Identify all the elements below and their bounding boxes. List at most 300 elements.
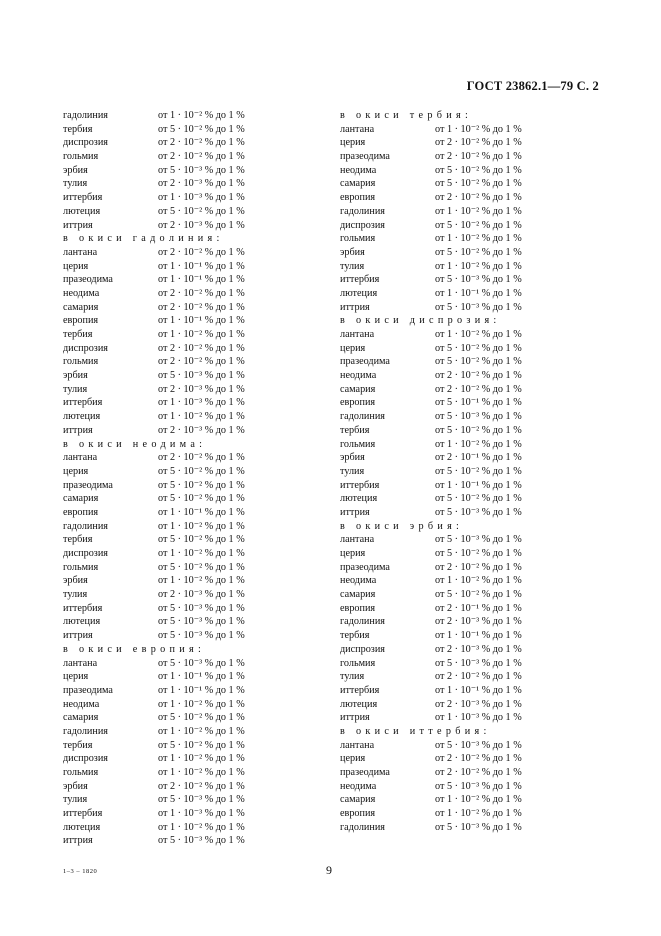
concentration-range: от 2 · 10⁻³ % до 1 % <box>435 616 522 628</box>
section-heading-text: в окиси неодима: <box>63 438 207 450</box>
element-name: лантана <box>340 329 375 340</box>
section-heading <box>63 438 293 452</box>
concentration-range: от 1 · 10⁻² % до 1 % <box>158 725 245 737</box>
element-row <box>340 205 570 219</box>
concentration-range: от 5 · 10⁻³ % до 1 % <box>435 411 522 423</box>
element-row <box>340 684 570 698</box>
element-row <box>63 328 293 342</box>
concentration-range: от 5 · 10⁻³ % до 1 % <box>158 602 245 614</box>
element-name: европия <box>340 192 376 204</box>
element-name: тербия <box>340 424 370 436</box>
section-heading <box>63 643 293 657</box>
element-name: лантана <box>340 123 375 135</box>
section-heading <box>340 109 570 123</box>
concentration-range: от 1 · 10⁻¹ % до 1 % <box>435 630 522 642</box>
element-row <box>63 177 293 191</box>
concentration-range: от 2 · 10⁻³ % до 1 % <box>158 178 245 190</box>
element-row <box>63 465 293 479</box>
section-heading-text: в окиси европия: <box>63 643 206 655</box>
section-heading <box>340 314 570 328</box>
concentration-range: от 2 · 10⁻¹ % до 1 % <box>435 602 522 614</box>
element-row <box>340 232 570 246</box>
element-name: лютеция <box>63 205 101 217</box>
element-row <box>63 109 293 123</box>
concentration-range: от 1 · 10⁻² % до 1 % <box>158 520 245 532</box>
concentration-range: от 2 · 10⁻² % до 1 % <box>158 356 245 368</box>
print-code: 1–3 – 1820 <box>63 868 98 875</box>
concentration-range: от 5 · 10⁻³ % до 1 % <box>435 534 522 546</box>
concentration-range: от 1 · 10⁻² % до 1 % <box>435 260 522 272</box>
element-name: церия <box>340 753 366 765</box>
element-row <box>340 301 570 315</box>
element-name: иттрия <box>63 219 93 231</box>
element-name: европия <box>63 315 99 327</box>
element-row <box>63 657 293 671</box>
concentration-range: от 5 · 10⁻² % до 1 % <box>158 479 245 491</box>
element-name: гадолиния <box>340 411 385 423</box>
element-name: иттрия <box>63 630 93 642</box>
element-name: лютеция <box>340 287 378 299</box>
element-name: празеодима <box>63 479 113 491</box>
concentration-range: от 1 · 10⁻³ % до 1 % <box>158 192 245 204</box>
section-heading <box>63 232 293 246</box>
element-row <box>63 219 293 233</box>
element-row <box>63 451 293 465</box>
element-name: тулия <box>340 671 365 683</box>
element-name: иттербия <box>63 397 103 409</box>
concentration-range: от 1 · 10⁻² % до 1 % <box>158 110 245 121</box>
element-row <box>340 342 570 356</box>
element-row <box>340 657 570 671</box>
element-row <box>340 355 570 369</box>
element-name: диспрозия <box>63 548 108 559</box>
concentration-range: от 1 · 10⁻¹ % до 1 % <box>158 671 245 683</box>
element-row <box>63 136 293 150</box>
concentration-range: от 1 · 10⁻² % до 1 % <box>435 205 522 217</box>
element-name: самария <box>63 712 99 724</box>
concentration-range: от 1 · 10⁻² % до 1 % <box>435 808 522 820</box>
concentration-range: от 2 · 10⁻² % до 1 % <box>158 452 245 464</box>
element-row <box>340 260 570 274</box>
section-heading <box>340 725 570 739</box>
element-name: эрбия <box>63 780 88 792</box>
element-row <box>340 177 570 191</box>
element-row <box>63 410 293 424</box>
element-row <box>340 793 570 807</box>
element-row <box>63 807 293 821</box>
concentration-range: от 2 · 10⁻³ % до 1 % <box>435 643 522 655</box>
element-row <box>63 588 293 602</box>
concentration-range: от 2 · 10⁻² % до 1 % <box>158 246 245 258</box>
element-row <box>63 314 293 328</box>
element-row <box>340 164 570 178</box>
concentration-range: от 5 · 10⁻² % до 1 % <box>435 465 522 477</box>
element-name: тербия <box>63 329 93 340</box>
document-header: ГОСТ 23862.1—79 С. 2 <box>466 79 599 93</box>
concentration-range: от 5 · 10⁻³ % до 1 % <box>158 835 245 847</box>
element-name: иттрия <box>340 301 370 313</box>
concentration-range: от 2 · 10⁻² % до 1 % <box>435 671 522 683</box>
element-name: неодима <box>63 698 100 710</box>
concentration-range: от 5 · 10⁻² % до 1 % <box>435 548 522 559</box>
element-name: лютеция <box>340 698 378 710</box>
element-name: эрбия <box>340 452 365 464</box>
element-name: гольмия <box>340 233 376 245</box>
concentration-range: от 2 · 10⁻² % до 1 % <box>158 137 245 149</box>
element-row <box>63 191 293 205</box>
element-name: самария <box>340 383 376 395</box>
concentration-range: от 2 · 10⁻¹ % до 1 % <box>435 452 522 464</box>
element-name: неодима <box>63 287 100 299</box>
element-name: диспрозия <box>340 219 385 231</box>
element-row <box>340 246 570 260</box>
element-name: неодима <box>340 370 377 382</box>
concentration-range: от 1 · 10⁻¹ % до 1 % <box>158 260 245 272</box>
concentration-range: от 2 · 10⁻³ % до 1 % <box>435 698 522 710</box>
concentration-range: от 1 · 10⁻¹ % до 1 % <box>158 506 245 518</box>
concentration-range: от 5 · 10⁻² % до 1 % <box>435 589 522 601</box>
concentration-range: от 5 · 10⁻² % до 1 % <box>435 164 522 176</box>
element-row <box>340 615 570 629</box>
concentration-range: от 2 · 10⁻³ % до 1 % <box>158 589 245 601</box>
concentration-range: от 1 · 10⁻² % до 1 % <box>435 123 522 135</box>
element-row <box>340 136 570 150</box>
concentration-range: от 5 · 10⁻² % до 1 % <box>435 178 522 190</box>
element-row <box>340 739 570 753</box>
element-name: лантана <box>63 246 98 258</box>
element-row <box>63 301 293 315</box>
concentration-range: от 1 · 10⁻¹ % до 1 % <box>435 287 522 299</box>
concentration-range: от 1 · 10⁻² % до 1 % <box>158 329 245 340</box>
element-name: иттрия <box>340 506 370 518</box>
concentration-range: от 2 · 10⁻² % до 1 % <box>435 383 522 395</box>
concentration-range: от 1 · 10⁻¹ % до 1 % <box>158 684 245 696</box>
element-row <box>63 342 293 356</box>
element-name: европия <box>340 397 376 409</box>
concentration-range: от 5 · 10⁻³ % до 1 % <box>435 274 522 286</box>
element-name: тулия <box>63 383 88 395</box>
element-name: диспрозия <box>63 342 108 354</box>
element-name: церия <box>340 342 366 354</box>
element-row <box>340 807 570 821</box>
concentration-range: от 1 · 10⁻¹ % до 1 % <box>435 684 522 696</box>
element-row <box>63 424 293 438</box>
element-name: тербия <box>340 630 370 642</box>
element-name: гольмия <box>63 767 99 778</box>
concentration-range: от 1 · 10⁻² % до 1 % <box>435 575 522 587</box>
element-row <box>340 465 570 479</box>
element-row <box>340 383 570 397</box>
element-name: иттербия <box>340 274 380 286</box>
element-row <box>340 533 570 547</box>
concentration-range: от 5 · 10⁻³ % до 1 % <box>158 370 245 382</box>
element-name: тербия <box>63 534 93 546</box>
element-row <box>340 643 570 657</box>
element-row <box>340 698 570 712</box>
element-name: церия <box>340 137 366 149</box>
element-row <box>340 711 570 725</box>
element-name: гольмия <box>340 657 376 669</box>
element-row <box>340 396 570 410</box>
element-name: самария <box>340 589 376 601</box>
element-row <box>63 547 293 561</box>
element-row <box>63 602 293 616</box>
element-row <box>63 615 293 629</box>
concentration-range: от 5 · 10⁻² % до 1 % <box>158 561 245 573</box>
element-row <box>340 191 570 205</box>
element-row <box>340 588 570 602</box>
concentration-range: от 5 · 10⁻³ % до 1 % <box>435 301 522 313</box>
concentration-range: от 5 · 10⁻³ % до 1 % <box>158 794 245 806</box>
element-row <box>340 670 570 684</box>
concentration-range: от 2 · 10⁻² % до 1 % <box>158 780 245 792</box>
element-name: тербия <box>63 739 93 751</box>
element-row <box>340 629 570 643</box>
concentration-range: от 1 · 10⁻³ % до 1 % <box>435 712 522 724</box>
element-row <box>340 780 570 794</box>
concentration-range: от 2 · 10⁻² % до 1 % <box>158 342 245 354</box>
element-name: празеодима <box>340 561 390 573</box>
element-name: неодима <box>340 575 377 587</box>
concentration-range: от 1 · 10⁻² % до 1 % <box>435 794 522 806</box>
element-name: иттербия <box>340 684 380 696</box>
element-row <box>63 752 293 766</box>
element-row <box>63 780 293 794</box>
element-row <box>340 328 570 342</box>
element-name: празеодима <box>63 684 113 696</box>
concentration-range: от 5 · 10⁻³ % до 1 % <box>158 616 245 628</box>
element-name: гольмия <box>63 151 99 163</box>
element-name: неодима <box>340 780 377 792</box>
concentration-range: от 5 · 10⁻² % до 1 % <box>158 465 245 477</box>
element-row <box>340 506 570 520</box>
concentration-range: от 5 · 10⁻² % до 1 % <box>158 205 245 217</box>
element-row <box>63 725 293 739</box>
element-name: диспрозия <box>63 137 108 149</box>
concentration-range: от 5 · 10⁻² % до 1 % <box>158 493 245 505</box>
element-name: тулия <box>63 794 88 806</box>
element-row <box>63 834 293 848</box>
element-name: празеодима <box>63 274 113 286</box>
concentration-range: от 5 · 10⁻³ % до 1 % <box>158 630 245 642</box>
concentration-range: от 1 · 10⁻¹ % до 1 % <box>158 274 245 286</box>
element-name: эрбия <box>63 575 88 587</box>
element-name: лантана <box>63 452 98 464</box>
concentration-range: от 1 · 10⁻² % до 1 % <box>435 438 522 450</box>
element-row <box>340 561 570 575</box>
concentration-range: от 1 · 10⁻² % до 1 % <box>158 575 245 587</box>
element-row <box>63 369 293 383</box>
element-row <box>63 739 293 753</box>
element-row <box>340 547 570 561</box>
concentration-range: от 2 · 10⁻² % до 1 % <box>435 561 522 573</box>
element-name: тулия <box>340 260 365 272</box>
element-name: иттрия <box>63 424 93 436</box>
element-row <box>63 561 293 575</box>
element-name: диспрозия <box>63 753 108 765</box>
section-heading-text: в окиси иттербия: <box>340 725 491 737</box>
element-row <box>63 164 293 178</box>
element-name: тулия <box>340 465 365 477</box>
element-name: европия <box>340 808 376 820</box>
concentration-range: от 1 · 10⁻² % до 1 % <box>435 329 522 340</box>
element-name: самария <box>63 493 99 505</box>
concentration-range: от 5 · 10⁻² % до 1 % <box>158 712 245 724</box>
element-row <box>340 424 570 438</box>
element-row <box>63 711 293 725</box>
element-row <box>63 698 293 712</box>
element-name: церия <box>340 548 366 559</box>
concentration-range: от 2 · 10⁻³ % до 1 % <box>158 383 245 395</box>
element-name: гадолиния <box>63 725 108 737</box>
concentration-range: от 2 · 10⁻² % до 1 % <box>435 151 522 163</box>
concentration-range: от 2 · 10⁻² % до 1 % <box>435 192 522 204</box>
element-name: гольмия <box>63 561 99 573</box>
element-name: лантана <box>340 739 375 751</box>
concentration-range: от 1 · 10⁻² % до 1 % <box>158 698 245 710</box>
element-row <box>340 273 570 287</box>
element-name: иттрия <box>63 835 93 847</box>
element-row <box>63 260 293 274</box>
element-name: церия <box>63 260 89 272</box>
concentration-range: от 1 · 10⁻¹ % до 1 % <box>435 479 522 491</box>
concentration-range: от 1 · 10⁻² % до 1 % <box>158 411 245 423</box>
element-row <box>340 123 570 137</box>
concentration-range: от 5 · 10⁻³ % до 1 % <box>435 821 522 833</box>
section-heading-text: в окиси эрбия: <box>340 520 464 532</box>
concentration-range: от 2 · 10⁻³ % до 1 % <box>158 219 245 231</box>
element-row <box>340 492 570 506</box>
concentration-range: от 1 · 10⁻² % до 1 % <box>158 767 245 778</box>
element-name: лютеция <box>63 411 101 423</box>
concentration-range: от 1 · 10⁻² % до 1 % <box>158 753 245 765</box>
element-name: церия <box>63 671 89 683</box>
element-name: празеодима <box>340 767 390 778</box>
element-row <box>340 602 570 616</box>
element-name: гольмия <box>340 438 376 450</box>
concentration-range: от 1 · 10⁻² % до 1 % <box>158 548 245 559</box>
element-row <box>340 821 570 835</box>
concentration-range: от 5 · 10⁻³ % до 1 % <box>435 506 522 518</box>
element-name: церия <box>63 465 89 477</box>
concentration-range: от 1 · 10⁻³ % до 1 % <box>158 808 245 820</box>
element-name: самария <box>340 794 376 806</box>
element-row <box>340 287 570 301</box>
element-row <box>340 438 570 452</box>
concentration-range: от 2 · 10⁻² % до 1 % <box>435 370 522 382</box>
element-name: тербия <box>63 123 93 135</box>
section-heading-text: в окиси диспрозия: <box>340 315 501 327</box>
concentration-range: от 2 · 10⁻² % до 1 % <box>158 287 245 299</box>
element-name: празеодима <box>340 356 390 368</box>
element-row <box>340 369 570 383</box>
element-name: иттербия <box>63 192 103 204</box>
element-row <box>340 150 570 164</box>
element-row <box>63 123 293 137</box>
element-name: гольмия <box>63 356 99 368</box>
element-name: иттрия <box>340 712 370 724</box>
concentration-range: от 5 · 10⁻² % до 1 % <box>435 219 522 231</box>
element-name: эрбия <box>63 370 88 382</box>
element-row <box>63 520 293 534</box>
element-name: самария <box>63 301 99 313</box>
element-name: иттербия <box>63 602 103 614</box>
element-row <box>340 219 570 233</box>
concentration-range: от 5 · 10⁻² % до 1 % <box>158 123 245 135</box>
element-row <box>340 410 570 424</box>
concentration-range: от 5 · 10⁻³ % до 1 % <box>158 164 245 176</box>
concentration-range: от 5 · 10⁻² % до 1 % <box>435 356 522 368</box>
concentration-range: от 5 · 10⁻² % до 1 % <box>435 342 522 354</box>
section-heading-text: в окиси тербия: <box>340 110 473 121</box>
element-name: лантана <box>63 657 98 669</box>
element-name: диспрозия <box>340 643 385 655</box>
element-name: гадолиния <box>340 205 385 217</box>
section-heading <box>340 520 570 534</box>
element-name: гадолиния <box>340 821 385 833</box>
element-name: неодима <box>340 164 377 176</box>
concentration-range: от 5 · 10⁻² % до 1 % <box>435 246 522 258</box>
concentration-range: от 5 · 10⁻² % до 1 % <box>158 739 245 751</box>
element-name: европия <box>63 506 99 518</box>
element-name: гадолиния <box>63 520 108 532</box>
element-row <box>63 287 293 301</box>
element-name: гадолиния <box>340 616 385 628</box>
left-column <box>63 109 293 848</box>
element-name: иттербия <box>63 808 103 820</box>
concentration-range: от 1 · 10⁻² % до 1 % <box>435 233 522 245</box>
element-row <box>63 383 293 397</box>
concentration-range: от 1 · 10⁻² % до 1 % <box>158 821 245 833</box>
concentration-range: от 2 · 10⁻³ % до 1 % <box>158 424 245 436</box>
concentration-range: от 2 · 10⁻² % до 1 % <box>435 753 522 765</box>
concentration-range: от 5 · 10⁻³ % до 1 % <box>435 739 522 751</box>
element-row <box>340 451 570 465</box>
element-row <box>63 574 293 588</box>
element-name: европия <box>340 602 376 614</box>
page-number: 9 <box>326 863 332 877</box>
element-name: иттербия <box>340 479 380 491</box>
element-row <box>63 766 293 780</box>
concentration-range: от 5 · 10⁻² % до 1 % <box>158 534 245 546</box>
element-row <box>63 684 293 698</box>
element-name: празеодима <box>340 151 390 163</box>
concentration-range: от 5 · 10⁻² % до 1 % <box>435 424 522 436</box>
concentration-range: от 5 · 10⁻³ % до 1 % <box>435 657 522 669</box>
concentration-range: от 2 · 10⁻² % до 1 % <box>158 151 245 163</box>
concentration-range: от 2 · 10⁻² % до 1 % <box>435 137 522 149</box>
element-row <box>63 273 293 287</box>
element-row <box>63 533 293 547</box>
element-row <box>63 629 293 643</box>
element-name: лантана <box>340 534 375 546</box>
element-row <box>63 506 293 520</box>
element-row <box>63 670 293 684</box>
element-name: эрбия <box>63 164 88 176</box>
element-name: лютеция <box>63 821 101 833</box>
right-column <box>340 109 570 834</box>
element-row <box>63 205 293 219</box>
element-row <box>63 355 293 369</box>
element-name: самария <box>340 178 376 190</box>
concentration-range: от 1 · 10⁻¹ % до 1 % <box>158 315 245 327</box>
element-row <box>340 479 570 493</box>
element-row <box>63 492 293 506</box>
element-row <box>63 479 293 493</box>
element-name: эрбия <box>340 246 365 258</box>
element-name: лютеция <box>340 493 378 505</box>
concentration-range: от 5 · 10⁻² % до 1 % <box>435 493 522 505</box>
